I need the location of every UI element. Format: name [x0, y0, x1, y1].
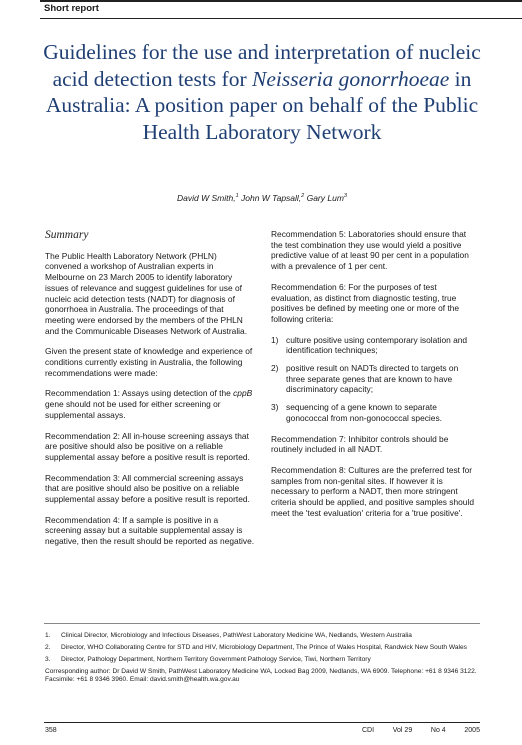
footnote-number: 3. [45, 656, 51, 664]
journal-name: CDI [362, 727, 375, 734]
criterion-text: culture positive using contemporary isolation and identification techniques; [286, 334, 468, 356]
footnote [45, 656, 481, 664]
criterion-number: 3) [271, 402, 279, 413]
journal-info [362, 727, 480, 734]
recommendation-4: Recommendation 4: If a sample is positive in a screening assay but a suitable supplemental assay is negative, then the result should be reported as negative. [45, 514, 255, 547]
footnote-text: Clinical Director, Microbiology and Infectious Diseases, PathWest Laboratory Medicine WA, Nedlands, Western Australia [61, 632, 412, 639]
recommendation-1 [45, 388, 255, 420]
article-title [40, 39, 484, 145]
recommendation-6: Recommendation 6: For the purposes of test evaluation, as distinct from diagnostic testing, true positives be defined by meeting one or more of the following criteria: [271, 281, 460, 324]
author-affiliation-mark: 3 [343, 193, 347, 200]
gene-name: cppB [233, 388, 253, 399]
footnotes [45, 632, 481, 684]
author-affiliation-mark: 2 [301, 193, 305, 200]
summary-paragraph: The Public Health Laboratory Network (PHLN) convened a workshop of Australian experts in Melbourne on 23 March 2005 to identify laboratory issues of relevance and suggest guidelines for use of nucleic acid detection tests (NADT) for diagnosis of gonorrhoea in Australia. The proceedings of that meeting were endorsed by the members of the PHLN and the Communicable Diseases Network of Australia. [45, 250, 248, 336]
criterion-item [271, 402, 478, 423]
footer-rule [44, 722, 480, 723]
recommendation-text: Recommendation 1: Assays using detection of the [45, 388, 234, 399]
right-column [271, 229, 478, 528]
title-species-italic: Neisseria gonorrhoeae [252, 66, 450, 91]
author-line [40, 193, 484, 203]
recommendation-text: gene should not be used for either screening or supplemental assays. [45, 399, 221, 420]
recommendation-7: Recommendation 7: Inhibitor controls should be routinely included in all NADT. [271, 433, 449, 455]
recommendation-5: Recommendation 5: Laboratories should ensure that the test combination they use would yield a positive predictive value of at least 90 per cent in a population with a prevalence of 1 per cent. [271, 229, 469, 272]
top-rule [40, 0, 522, 2]
title-part-1: Guidelines for the use and interpretation of nucleic acid detection tests for [43, 40, 481, 91]
title-part-2: in Australia: A position paper on behalf of the Public Health Laboratory Network [45, 66, 479, 144]
summary-heading: Summary [45, 229, 89, 241]
footnote-text: Director, WHO Collaborating Centre for STD and HIV, Microbiology Department, The Prince of Wales Hospital, Randwick New South Wales [61, 644, 467, 652]
author-name: Gary Lum [304, 193, 344, 203]
footnote-text: Director, Pathology Department, Northern Territory Government Pathology Service, Tiwi, Northern Territory [61, 656, 371, 664]
criterion-text: positive result on NADTs directed to targets on three separate genes that are known to have discriminatory capacity; [286, 363, 459, 395]
criterion-number: 2) [271, 363, 279, 374]
author-affiliation-mark: 1 [235, 193, 239, 200]
footnote-number: 2. [45, 644, 51, 652]
recommendation-3: Recommendation 3: All commercial screening assays that are positive should also be positive on a reliable supplemental assay before a positive result is reported. [45, 472, 250, 505]
left-column [45, 230, 255, 557]
journal-year: 2005 [464, 727, 480, 734]
section-label: Short report [44, 3, 99, 14]
correspondence-note: Corresponding author: Dr David W Smith, PathWest Laboratory Medicine WA, Locked Bag 2009, Nedlands, WA 6909. Telephone: +61 8 9346 3122. Facsimile: +61 8 9346 3960. Email: david.smith@health.wa.gov.au [45, 667, 477, 683]
section-rule [40, 18, 522, 19]
author-name: John W Tapsall, [238, 193, 302, 203]
criterion-text: sequencing of a gene known to separate gonococcal from non-gonococcal species. [286, 402, 442, 423]
criterion-number: 1) [271, 334, 279, 345]
footnote-number: 1. [45, 632, 51, 639]
summary-paragraph: Given the present state of knowledge and experience of conditions currently existing in Australia, the following recommendations were made: [45, 346, 253, 378]
recommendation-8: Recommendation 8: Cultures are the preferred test for samples from non-genital sites. If however it is necessary to perform a NADT, then more stringent criteria should be applied, and positive samples should meet the 'test evaluation' criteria for a 'true positive'. [271, 464, 474, 518]
journal-volume: Vol 29 [392, 727, 413, 734]
footnote [45, 644, 481, 652]
footnote [45, 632, 481, 640]
page-number: 358 [45, 727, 57, 734]
criterion-item [271, 363, 478, 395]
recommendation-2: Recommendation 2: All in-house screening assays that are positive should also be positive on a reliable supplemental assay before a positive result is reported. [45, 430, 250, 462]
author-name: David W Smith, [177, 193, 236, 203]
criterion-item [271, 335, 478, 356]
journal-number: No 4 [430, 727, 446, 734]
footnote-rule [44, 623, 480, 624]
